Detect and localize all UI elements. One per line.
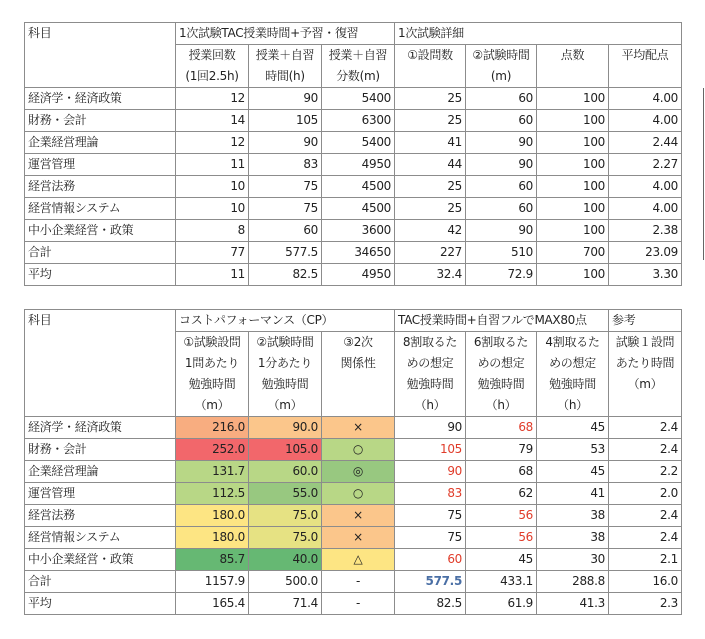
value-cell: 62	[466, 483, 537, 505]
value-cell: 75.0	[249, 527, 322, 549]
subheader-row	[25, 353, 682, 374]
table-row	[25, 527, 682, 549]
table-row	[25, 220, 682, 242]
subheader: （m）	[249, 395, 322, 417]
subheader: 授業＋自習	[249, 45, 322, 67]
header-subject: 科目	[25, 310, 176, 332]
subheader: 勉強時間	[537, 374, 609, 395]
value-cell: 72.9	[466, 264, 537, 286]
table-row	[25, 242, 682, 264]
subheader-unit: (m)	[466, 66, 537, 88]
value-cell: 45	[537, 417, 609, 439]
value-cell: 3.30	[609, 264, 682, 286]
value-cell: 30	[537, 549, 609, 571]
value-cell: 41	[537, 483, 609, 505]
subheader: 授業回数	[176, 45, 249, 67]
side-border-line	[703, 88, 704, 260]
value-cell: 180.0	[176, 527, 249, 549]
value-cell: 2.1	[609, 549, 682, 571]
value-cell: 100	[537, 264, 609, 286]
value-cell: 45	[537, 461, 609, 483]
value-cell: 75	[249, 198, 322, 220]
value-cell: 79	[466, 439, 537, 461]
value-cell: 5400	[322, 132, 395, 154]
header-reference: 参考	[609, 310, 682, 332]
value-cell: 100	[537, 154, 609, 176]
exam-hours-table	[24, 22, 682, 286]
subject-cell: 財務・会計	[25, 110, 176, 132]
value-cell: 2.0	[609, 483, 682, 505]
value-cell: 68	[466, 417, 537, 439]
header-tac-hours: 1次試験TAC授業時間+予習・復習	[176, 23, 395, 45]
value-cell: 90	[466, 132, 537, 154]
subheader: ②試験時間	[249, 332, 322, 354]
value-cell: ×	[322, 417, 395, 439]
value-cell: 75	[395, 527, 466, 549]
value-cell: 252.0	[176, 439, 249, 461]
value-cell: -	[322, 593, 395, 615]
value-cell: 41.3	[537, 593, 609, 615]
subheader: めの想定	[395, 353, 466, 374]
value-cell: 10	[176, 198, 249, 220]
subject-cell: 運営管理	[25, 154, 176, 176]
value-cell: 23.09	[609, 242, 682, 264]
value-cell: 100	[537, 198, 609, 220]
value-cell: 44	[395, 154, 466, 176]
value-cell: 85.7	[176, 549, 249, 571]
subheader-row	[25, 395, 682, 417]
subheader: あたり時間	[609, 353, 682, 374]
value-cell: 4.00	[609, 198, 682, 220]
table-row	[25, 417, 682, 439]
subheader-blank	[25, 395, 176, 417]
value-cell: 60.0	[249, 461, 322, 483]
value-cell: 100	[537, 132, 609, 154]
value-cell: 216.0	[176, 417, 249, 439]
value-cell: 112.5	[176, 483, 249, 505]
subject-cell: 合計	[25, 242, 176, 264]
value-cell: 510	[466, 242, 537, 264]
value-cell: 3600	[322, 220, 395, 242]
subject-cell: 平均	[25, 264, 176, 286]
value-cell: 55.0	[249, 483, 322, 505]
value-cell: 433.1	[466, 571, 537, 593]
value-cell: 180.0	[176, 505, 249, 527]
value-cell: 100	[537, 88, 609, 110]
value-cell: 11	[176, 264, 249, 286]
value-cell: 25	[395, 88, 466, 110]
value-cell: 68	[466, 461, 537, 483]
subheader: 勉強時間	[249, 374, 322, 395]
value-cell: 90	[466, 220, 537, 242]
subheader: 1問あたり	[176, 353, 249, 374]
value-cell: 90	[395, 461, 466, 483]
table-row	[25, 176, 682, 198]
subheader: ③2次	[322, 332, 395, 354]
subject-cell: 財務・会計	[25, 439, 176, 461]
value-cell: 288.8	[537, 571, 609, 593]
subheader: 6割取るた	[466, 332, 537, 354]
subheader: 4割取るた	[537, 332, 609, 354]
subject-cell: 経済学・経済政策	[25, 88, 176, 110]
subheader: ①設問数	[395, 45, 466, 67]
value-cell: 41	[395, 132, 466, 154]
subheader: （h）	[537, 395, 609, 417]
value-cell: 45	[466, 549, 537, 571]
value-cell: 4950	[322, 154, 395, 176]
subject-cell: 平均	[25, 593, 176, 615]
value-cell: 2.4	[609, 417, 682, 439]
subject-cell: 経営情報システム	[25, 527, 176, 549]
value-cell: 60	[466, 198, 537, 220]
value-cell: 56	[466, 527, 537, 549]
value-cell: 38	[537, 527, 609, 549]
subheader: 平均配点	[609, 45, 682, 67]
value-cell: 500.0	[249, 571, 322, 593]
subheader: 1分あたり	[249, 353, 322, 374]
value-cell: 4.00	[609, 110, 682, 132]
value-cell: 82.5	[395, 593, 466, 615]
value-cell: 60	[466, 176, 537, 198]
table-row	[25, 264, 682, 286]
value-cell: 42	[395, 220, 466, 242]
subheader-unit	[537, 66, 609, 88]
subject-cell: 中小企業経営・政策	[25, 549, 176, 571]
value-cell: 105	[249, 110, 322, 132]
subheader: 点数	[537, 45, 609, 67]
subheader	[322, 395, 395, 417]
table-row	[25, 571, 682, 593]
subject-cell: 企業経営理論	[25, 461, 176, 483]
value-cell: 105	[395, 439, 466, 461]
table-row	[25, 198, 682, 220]
subheader-unit: (1回2.5h)	[176, 66, 249, 88]
table-row	[25, 132, 682, 154]
subheader-unit	[609, 66, 682, 88]
table-row	[25, 88, 682, 110]
subheader: めの想定	[466, 353, 537, 374]
subheader: 勉強時間	[395, 374, 466, 395]
value-cell: 577.5	[249, 242, 322, 264]
value-cell: 227	[395, 242, 466, 264]
value-cell: 38	[537, 505, 609, 527]
value-cell: ○	[322, 483, 395, 505]
value-cell: 60	[249, 220, 322, 242]
subject-cell: 中小企業経営・政策	[25, 220, 176, 242]
value-cell: 4500	[322, 176, 395, 198]
value-cell: ×	[322, 505, 395, 527]
value-cell: 577.5	[395, 571, 466, 593]
value-cell: 2.44	[609, 132, 682, 154]
header-cost-performance: コストパフォーマンス（CP）	[176, 310, 395, 332]
cost-performance-table	[24, 309, 682, 615]
subheader: 勉強時間	[176, 374, 249, 395]
value-cell: 77	[176, 242, 249, 264]
table-row	[25, 483, 682, 505]
value-cell: 100	[537, 220, 609, 242]
value-cell: 32.4	[395, 264, 466, 286]
value-cell: 14	[176, 110, 249, 132]
subheader: ②試験時間	[466, 45, 537, 67]
subheader: 試験１設問	[609, 332, 682, 354]
value-cell: 8	[176, 220, 249, 242]
value-cell: 83	[395, 483, 466, 505]
subject-cell: 経営法務	[25, 176, 176, 198]
value-cell: 90.0	[249, 417, 322, 439]
table-row	[25, 439, 682, 461]
subheader: 授業＋自習	[322, 45, 395, 67]
value-cell: 11	[176, 154, 249, 176]
subheader-unit: 時間(h)	[249, 66, 322, 88]
subheader: ①試験設問	[176, 332, 249, 354]
subheader: （m）	[609, 374, 682, 395]
subject-cell: 経済学・経済政策	[25, 417, 176, 439]
header-exam-detail: 1次試験詳細	[395, 23, 682, 45]
value-cell: 71.4	[249, 593, 322, 615]
value-cell: 40.0	[249, 549, 322, 571]
value-cell: ◎	[322, 461, 395, 483]
value-cell: 75.0	[249, 505, 322, 527]
value-cell: 1157.9	[176, 571, 249, 593]
table-row	[25, 110, 682, 132]
value-cell: 90	[249, 132, 322, 154]
value-cell: 2.2	[609, 461, 682, 483]
subject-cell: 経営情報システム	[25, 198, 176, 220]
value-cell: 25	[395, 176, 466, 198]
value-cell: 105.0	[249, 439, 322, 461]
value-cell: △	[322, 549, 395, 571]
subheader: 8割取るた	[395, 332, 466, 354]
subheader-blank	[25, 374, 176, 395]
value-cell: 4500	[322, 198, 395, 220]
subject-cell: 企業経営理論	[25, 132, 176, 154]
value-cell: 82.5	[249, 264, 322, 286]
subheader: （h）	[466, 395, 537, 417]
value-cell: ○	[322, 439, 395, 461]
subheader-row	[25, 374, 682, 395]
value-cell: 700	[537, 242, 609, 264]
subheader	[322, 374, 395, 395]
table-row	[25, 593, 682, 615]
subject-cell: 運営管理	[25, 483, 176, 505]
value-cell: ×	[322, 527, 395, 549]
value-cell: 75	[249, 176, 322, 198]
header-subject: 科目	[25, 23, 176, 45]
subheader: 勉強時間	[466, 374, 537, 395]
value-cell: 5400	[322, 88, 395, 110]
value-cell: 100	[537, 110, 609, 132]
table-row	[25, 154, 682, 176]
value-cell: 60	[466, 110, 537, 132]
value-cell: 165.4	[176, 593, 249, 615]
subheader-blank	[25, 353, 176, 374]
subheader	[609, 395, 682, 417]
value-cell: 60	[466, 88, 537, 110]
value-cell: 90	[466, 154, 537, 176]
table-row	[25, 549, 682, 571]
value-cell: 90	[395, 417, 466, 439]
subheader-row	[25, 332, 682, 354]
value-cell: 12	[176, 132, 249, 154]
subheader: めの想定	[537, 353, 609, 374]
value-cell: 2.4	[609, 527, 682, 549]
value-cell: 2.4	[609, 439, 682, 461]
value-cell: 4950	[322, 264, 395, 286]
value-cell: 100	[537, 176, 609, 198]
value-cell: 61.9	[466, 593, 537, 615]
subheader-unit: 分数(m)	[322, 66, 395, 88]
subheader: （m）	[176, 395, 249, 417]
subheader-blank	[25, 332, 176, 354]
table-row	[25, 505, 682, 527]
table-row	[25, 461, 682, 483]
value-cell: 53	[537, 439, 609, 461]
value-cell: 4.00	[609, 176, 682, 198]
value-cell: 60	[395, 549, 466, 571]
value-cell: 90	[249, 88, 322, 110]
value-cell: 25	[395, 110, 466, 132]
value-cell: 2.38	[609, 220, 682, 242]
value-cell: 2.3	[609, 593, 682, 615]
value-cell: 6300	[322, 110, 395, 132]
header-max80: TAC授業時間+自習フルでMAX80点	[395, 310, 609, 332]
subheader: 関係性	[322, 353, 395, 374]
value-cell: 25	[395, 198, 466, 220]
value-cell: 16.0	[609, 571, 682, 593]
value-cell: 34650	[322, 242, 395, 264]
subject-cell: 合計	[25, 571, 176, 593]
value-cell: 75	[395, 505, 466, 527]
value-cell: 56	[466, 505, 537, 527]
value-cell: 12	[176, 88, 249, 110]
subheader: （h）	[395, 395, 466, 417]
value-cell: 131.7	[176, 461, 249, 483]
subject-cell: 経営法務	[25, 505, 176, 527]
value-cell: 10	[176, 176, 249, 198]
value-cell: 83	[249, 154, 322, 176]
value-cell: 4.00	[609, 88, 682, 110]
value-cell: 2.4	[609, 505, 682, 527]
value-cell: 2.27	[609, 154, 682, 176]
value-cell: -	[322, 571, 395, 593]
subheader-unit	[395, 66, 466, 88]
